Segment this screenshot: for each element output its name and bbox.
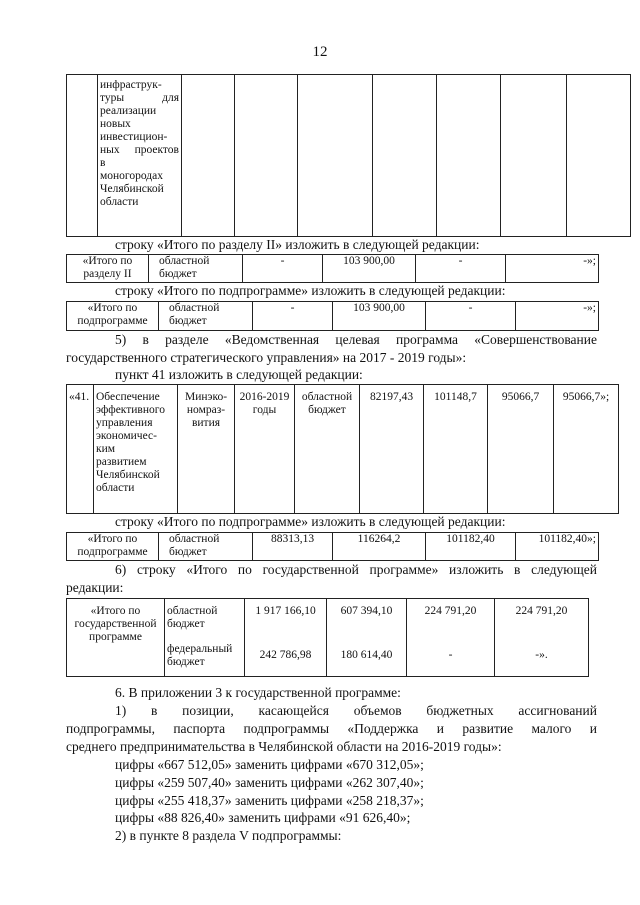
row-name: «Итого по <box>87 302 138 314</box>
paragraph-podprog2: строку «Итого по подпрограмме» изложить в следующей редакции: <box>115 514 506 529</box>
row-name: «Итого по <box>90 605 141 617</box>
empty-cell <box>67 75 98 237</box>
continuation-table <box>66 74 631 237</box>
row-name: подпрограмме <box>77 315 148 327</box>
budget-label: бюджет <box>169 546 207 558</box>
figures-line: цифры «259 507,40» заменить цифрами «262 307,40»; <box>115 775 424 790</box>
row-name: государственной <box>74 618 157 630</box>
budget-label: областной <box>169 302 220 314</box>
value-cell: 116264,2 <box>333 533 426 561</box>
item-name-line: эффективного <box>96 404 165 416</box>
empty-cell <box>567 75 631 237</box>
paragraph-6-line2: редакции: <box>66 580 124 595</box>
paragraph-6-line1: 6) строку «Итого по государственной программе» изложить в следующей <box>115 562 597 577</box>
budget-label: бюджет <box>167 656 205 668</box>
value-cell: - <box>448 649 453 661</box>
item-name-line: управления <box>96 417 153 429</box>
item-name-line: Обеспечение <box>96 391 160 403</box>
item-name-line: ных проектов <box>100 144 179 156</box>
paragraph-podprog1: строку «Итого по подпрограмме» изложить в следующей редакции: <box>115 283 506 298</box>
row-name: подпрограмме <box>77 546 148 558</box>
paragraph-punkt41: пункт 41 изложить в следующей редакции: <box>115 367 363 382</box>
value-cell: 1 917 166,10 <box>255 605 316 617</box>
budget-label: областной <box>301 391 353 403</box>
budget-label: бюджет <box>308 404 346 416</box>
empty-cell <box>298 75 373 237</box>
item-name-line: реализации <box>100 105 157 117</box>
row-name: разделу II <box>83 268 132 280</box>
figures-line: цифры «255 418,37» заменить цифрами «258 218,37»; <box>115 793 424 808</box>
empty-cell <box>373 75 437 237</box>
item-name-line: экономичес- <box>96 430 157 442</box>
table-itogo-podprogramme-1 <box>66 301 599 331</box>
paragraph-razdel2: строку «Итого по разделу II» изложить в следующей редакции: <box>115 237 480 252</box>
table-itogo-razdel2 <box>66 254 599 283</box>
budget-label: областной <box>167 605 218 617</box>
value-cell: 224 791,20 <box>424 605 477 617</box>
item-name-line: развитием <box>96 456 147 468</box>
page-number: 12 <box>312 44 328 60</box>
item-name-line: инфраструк- <box>100 79 162 91</box>
value-cell: -». <box>535 649 548 661</box>
section-6-1-line2: подпрограммы, паспорта подпрограммы «Поддержка и развитие малого и <box>66 721 597 736</box>
value-cell: 103 900,00 <box>333 302 426 331</box>
value-cell: - <box>426 302 516 331</box>
paragraph-5-line1: 5) в разделе «Ведомственная целевая программа «Совершенствование <box>115 332 597 347</box>
item-name-line: Челябинской <box>100 183 164 195</box>
item-name-line: ким <box>96 443 116 455</box>
value-cell: 103 900,00 <box>323 255 416 283</box>
table-itogo-gosprogramma <box>66 598 589 677</box>
budget-label: бюджет <box>159 268 197 280</box>
section-6-1-line3: среднего предпринимательства в Челябинской области на 2016-2019 годы»: <box>66 739 502 754</box>
row-name: «Итого по <box>87 533 138 545</box>
figures-line: цифры «88 826,40» заменить цифрами «91 626,40»; <box>115 810 411 825</box>
empty-cell <box>501 75 567 237</box>
table-punkt-41 <box>66 384 619 514</box>
organization-line: Минэко- <box>184 391 228 403</box>
value-cell: -»; <box>506 255 599 283</box>
item-name-line: области <box>100 196 139 208</box>
value-cell: 101182,40»; <box>516 533 599 561</box>
value-cell: 180 614,40 <box>340 649 393 661</box>
row-name: «Итого по <box>82 255 133 267</box>
section-6-1-line1: 1) в позиции, касающейся объемов бюджетных ассигнований <box>115 703 597 718</box>
figures-line: цифры «667 512,05» заменить цифрами «670 312,05»; <box>115 757 424 772</box>
item-name-line: новых <box>100 118 131 130</box>
item-name-line: в <box>100 157 106 169</box>
budget-label: федеральный <box>167 643 233 655</box>
item-name-line: Челябинской <box>96 469 160 481</box>
item-name-cell <box>98 75 182 237</box>
section-6-heading: 6. В приложении 3 к государственной программе: <box>115 685 401 700</box>
years-label: 2016-2019 <box>239 391 290 403</box>
value-cell: 224 791,20 <box>515 605 568 617</box>
value-cell: 88313,13 <box>253 533 333 561</box>
value-cell: 101182,40 <box>426 533 516 561</box>
value-cell: - <box>416 255 506 283</box>
empty-cell <box>437 75 501 237</box>
value-2017: 101148,7 <box>424 385 488 514</box>
item-name-line: области <box>96 482 135 494</box>
value-cell: -»; <box>516 302 599 331</box>
value-cell: 242 786,98 <box>259 649 312 661</box>
organization-line: номраз- <box>186 404 226 416</box>
empty-cell <box>235 75 298 237</box>
item-name-line: туры для <box>100 92 179 104</box>
paragraph-5-line2: государственного стратегического управления» на 2017 - 2019 годы»: <box>66 350 467 365</box>
budget-label: областной <box>169 533 220 545</box>
value-2018: 95066,7 <box>488 385 554 514</box>
organization-line: вития <box>191 417 221 429</box>
years-label: годы <box>252 404 277 416</box>
budget-label: бюджет <box>169 315 207 327</box>
budget-label: областной <box>159 255 210 267</box>
value-cell: 607 394,10 <box>340 605 393 617</box>
value-cell: - <box>243 255 323 283</box>
empty-cell <box>182 75 235 237</box>
row-name: программе <box>89 631 142 643</box>
value-cell: - <box>253 302 333 331</box>
value-2019: 95066,7»; <box>554 385 619 514</box>
budget-label: бюджет <box>167 618 205 630</box>
section-6-2: 2) в пункте 8 раздела V подпрограммы: <box>115 828 342 843</box>
table-itogo-podprogramme-2 <box>66 532 599 561</box>
item-name-line: моногородах <box>100 170 163 182</box>
value-total: 82197,43 <box>360 385 424 514</box>
item-name-line: инвестицион- <box>100 131 168 143</box>
item-number: «41. <box>67 385 94 514</box>
